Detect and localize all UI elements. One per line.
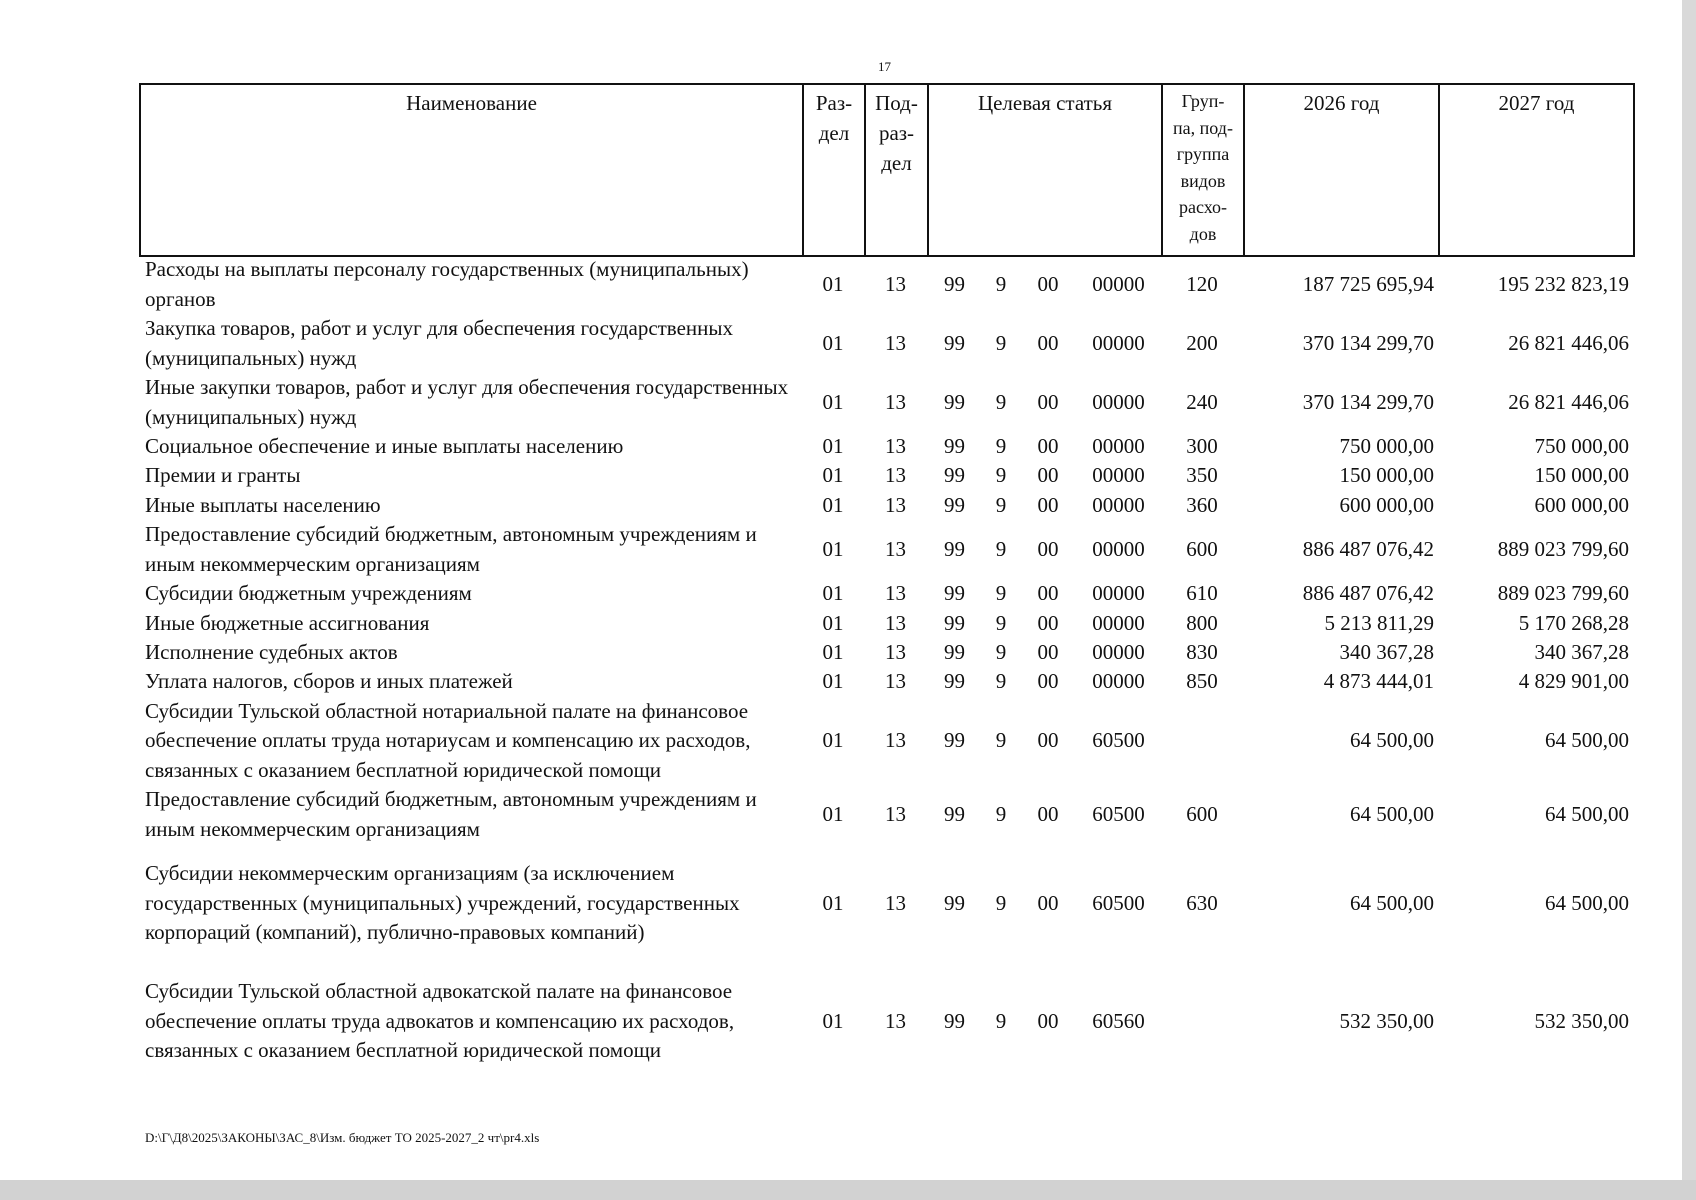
row-target-program: 99: [944, 610, 965, 635]
row-amount-2027: 64 500,00: [1545, 802, 1629, 827]
row-target-subprogram: 9: [995, 890, 1007, 915]
row-target-code: 00000: [1092, 434, 1145, 458]
row-target-subprogram: 9: [995, 669, 1007, 694]
table-row: [139, 461, 1633, 490]
row-target-code: 00000: [1092, 463, 1145, 488]
row-target-subprogram: 9: [995, 581, 1007, 606]
row-amount-2027: 26 821 446,06: [1508, 389, 1629, 414]
table-row: [139, 579, 1633, 608]
table-body: [139, 255, 1633, 1080]
table-row: [139, 785, 1633, 844]
row-target-program: 99: [944, 330, 965, 355]
table-row: [139, 667, 1633, 696]
row-amount-2027: 5 170 268,28: [1518, 610, 1629, 635]
row-amount-2027: 600 000,00: [1534, 492, 1629, 517]
row-target-direction: 00: [1037, 1008, 1059, 1033]
row-expense-group: 600: [1186, 537, 1218, 562]
row-section: 01: [822, 669, 844, 694]
row-section: 01: [822, 802, 844, 827]
row-amount-2027: 64 500,00: [1545, 890, 1629, 915]
row-target-direction: 00: [1037, 890, 1059, 915]
table-row: [139, 314, 1633, 373]
footer-file-path: D:\Г\Д8\2025\ЗАКОНЫ\ЗАС_8\Изм. бюджет ТО 2025-2027_2 чт\pr4.xls: [145, 1130, 540, 1145]
row-target-direction: 00: [1037, 271, 1059, 296]
row-expense-group: 800: [1186, 610, 1218, 635]
row-subsection: 13: [885, 389, 906, 414]
table-row: [139, 962, 1633, 1080]
row-amount-2027: 64 500,00: [1545, 728, 1629, 753]
row-expense-group: 200: [1186, 330, 1218, 355]
row-section: 01: [822, 581, 844, 606]
row-name: Предоставление субсидий бюджетным, автономным учреждениям и иным некоммерческим организациям: [145, 522, 757, 576]
row-section: 01: [822, 610, 844, 635]
row-subsection: 13: [885, 434, 906, 458]
row-amount-2026: 150 000,00: [1339, 463, 1434, 488]
row-subsection: 13: [885, 669, 906, 694]
row-section: 01: [822, 271, 844, 296]
row-target-program: 99: [944, 802, 965, 827]
row-target-code: 00000: [1092, 610, 1145, 635]
row-expense-group: 600: [1186, 802, 1218, 827]
row-expense-group: 120: [1186, 271, 1218, 296]
row-target-direction: 00: [1037, 728, 1059, 753]
row-target-program: 99: [944, 890, 965, 915]
row-subsection: 13: [885, 492, 906, 517]
row-name: Иные закупки товаров, работ и услуг для обеспечения государственных (муниципальных) нужд: [145, 375, 789, 429]
row-target-code: 00000: [1092, 492, 1145, 517]
row-section: 01: [822, 890, 844, 915]
row-subsection: 13: [885, 610, 906, 635]
row-name: Исполнение судебных актов: [145, 640, 398, 665]
row-target-code: 00000: [1092, 271, 1145, 296]
row-target-direction: 00: [1037, 537, 1059, 562]
row-expense-group: 300: [1186, 434, 1218, 458]
table-row: [139, 638, 1633, 667]
row-target-program: 99: [944, 537, 965, 562]
row-target-subprogram: 9: [995, 463, 1007, 488]
row-target-code: 60500: [1092, 890, 1145, 915]
row-target-code: 00000: [1092, 330, 1145, 355]
header-section: Раз- дел: [803, 84, 865, 256]
table-header: [139, 83, 1635, 257]
row-target-subprogram: 9: [995, 492, 1007, 517]
row-name: Субсидии Тульской областной нотариальной палате на финансовое обеспечение оплаты труда нотариусам и компенсацию их расходов, связанных с оказанием бесплатной юридической помощи: [145, 698, 751, 782]
row-section: 01: [822, 434, 844, 458]
row-target-direction: 00: [1037, 669, 1059, 694]
row-subsection: 13: [885, 463, 906, 488]
row-amount-2027: 150 000,00: [1534, 463, 1629, 488]
row-section: 01: [822, 389, 844, 414]
row-amount-2027: 340 367,28: [1534, 640, 1629, 665]
row-target-code: 00000: [1092, 537, 1145, 562]
row-expense-group: 610: [1186, 581, 1218, 606]
row-amount-2026: 187 725 695,94: [1302, 271, 1434, 296]
row-amount-2027: 195 232 823,19: [1497, 271, 1629, 296]
row-subsection: 13: [885, 890, 906, 915]
row-amount-2026: 370 134 299,70: [1302, 389, 1434, 414]
row-name: Субсидии бюджетным учреждениям: [145, 581, 472, 606]
row-amount-2027: 532 350,00: [1534, 1008, 1629, 1033]
header-name: Наименование: [140, 84, 803, 256]
row-subsection: 13: [885, 640, 906, 665]
row-expense-group: 830: [1186, 640, 1218, 665]
row-subsection: 13: [885, 271, 906, 296]
row-amount-2027: 889 023 799,60: [1497, 581, 1629, 606]
row-subsection: 13: [885, 802, 906, 827]
row-target-program: 99: [944, 728, 965, 753]
header-year-2027: 2027 год: [1439, 84, 1634, 256]
row-subsection: 13: [885, 537, 906, 562]
row-name: Расходы на выплаты персоналу государственных (муниципальных) органов: [145, 257, 749, 311]
row-target-subprogram: 9: [995, 389, 1007, 414]
row-subsection: 13: [885, 1008, 906, 1033]
row-target-program: 99: [944, 492, 965, 517]
row-name: Премии и гранты: [145, 463, 301, 488]
header-subsection: Под- раз- дел: [865, 84, 928, 256]
row-section: 01: [822, 492, 844, 517]
row-target-subprogram: 9: [995, 610, 1007, 635]
header-target-item: Целевая статья: [928, 84, 1162, 256]
row-name: Иные бюджетные ассигнования: [145, 610, 430, 635]
row-amount-2027: 750 000,00: [1534, 434, 1629, 458]
row-name: Субсидии некоммерческим организациям (за исключением государственных (муниципальных) учреждений, государственных корпораций (компаний), публично-правовых компаний): [145, 861, 740, 944]
row-target-direction: 00: [1037, 492, 1059, 517]
row-name: Субсидии Тульской областной адвокатской палате на финансовое обеспечение оплаты труда адвокатов и компенсацию их расходов, связанных с оказанием бесплатной юридической помощи: [145, 979, 735, 1062]
table-row: [139, 697, 1633, 785]
row-name: Социальное обеспечение и иные выплаты населению: [145, 434, 624, 458]
header-year-2026: 2026 год: [1244, 84, 1439, 256]
row-subsection: 13: [885, 330, 906, 355]
row-target-code: 00000: [1092, 669, 1145, 694]
row-section: 01: [822, 537, 844, 562]
row-target-program: 99: [944, 669, 965, 694]
row-target-code: 00000: [1092, 389, 1145, 414]
row-target-code: 00000: [1092, 640, 1145, 665]
row-expense-group: 850: [1186, 669, 1218, 694]
row-amount-2026: 370 134 299,70: [1302, 330, 1434, 355]
row-amount-2026: 64 500,00: [1350, 802, 1434, 827]
table-row: [139, 373, 1633, 432]
row-target-subprogram: 9: [995, 330, 1007, 355]
row-target-code: 60560: [1092, 1008, 1145, 1033]
row-target-program: 99: [944, 640, 965, 665]
row-section: 01: [822, 640, 844, 665]
row-target-code: 60500: [1092, 802, 1145, 827]
row-amount-2027: 889 023 799,60: [1497, 537, 1629, 562]
row-target-direction: 00: [1037, 389, 1059, 414]
row-target-subprogram: 9: [995, 434, 1007, 458]
row-target-subprogram: 9: [995, 802, 1007, 827]
table-row: [139, 609, 1633, 638]
scan-bottom-band: [0, 1180, 1696, 1200]
row-target-program: 99: [944, 434, 965, 458]
row-name: Иные выплаты населению: [145, 492, 381, 517]
row-expense-group: 240: [1186, 389, 1218, 414]
row-target-direction: 00: [1037, 802, 1059, 827]
row-expense-group: 350: [1186, 463, 1218, 488]
row-amount-2026: 4 873 444,01: [1323, 669, 1434, 694]
row-section: 01: [822, 463, 844, 488]
row-expense-group: [1161, 962, 1243, 1080]
row-subsection: 13: [885, 581, 906, 606]
row-amount-2026: 5 213 811,29: [1324, 610, 1434, 635]
row-target-direction: 00: [1037, 330, 1059, 355]
row-target-subprogram: 9: [995, 271, 1007, 296]
row-amount-2026: 600 000,00: [1339, 492, 1434, 517]
row-amount-2026: 750 000,00: [1339, 434, 1434, 458]
row-amount-2027: 26 821 446,06: [1508, 330, 1629, 355]
page-number: 17: [878, 59, 891, 74]
row-target-direction: 00: [1037, 640, 1059, 665]
table-row: [139, 432, 1633, 461]
row-amount-2026: 340 367,28: [1339, 640, 1434, 665]
header-row: [140, 84, 1634, 256]
row-expense-group: 360: [1186, 492, 1218, 517]
row-target-direction: 00: [1037, 610, 1059, 635]
row-target-direction: 00: [1037, 463, 1059, 488]
row-name: Уплата налогов, сборов и иных платежей: [145, 669, 513, 694]
row-target-subprogram: 9: [995, 1008, 1007, 1033]
row-target-direction: 00: [1037, 581, 1059, 606]
row-subsection: 13: [885, 728, 906, 753]
page-edge: [1682, 0, 1696, 1200]
header-expense-group: Груп- па, под- группа видов расхо- дов: [1162, 84, 1244, 256]
row-amount-2026: 886 487 076,42: [1302, 581, 1434, 606]
row-name: Предоставление субсидий бюджетным, автономным учреждениям и иным некоммерческим организациям: [145, 787, 757, 841]
row-expense-group: 630: [1186, 890, 1218, 915]
row-amount-2027: 4 829 901,00: [1518, 669, 1629, 694]
row-amount-2026: 886 487 076,42: [1302, 537, 1434, 562]
row-section: 01: [822, 330, 844, 355]
row-amount-2026: 532 350,00: [1339, 1008, 1434, 1033]
row-name: Закупка товаров, работ и услуг для обеспечения государственных (муниципальных) нужд: [145, 316, 734, 370]
row-target-direction: 00: [1037, 434, 1059, 458]
row-amount-2026: 64 500,00: [1350, 890, 1434, 915]
row-target-program: 99: [944, 1008, 965, 1033]
row-target-subprogram: 9: [995, 728, 1007, 753]
row-target-program: 99: [944, 463, 965, 488]
table-row: [139, 844, 1633, 962]
row-expense-group: [1161, 697, 1243, 785]
budget-table: [139, 255, 1633, 1080]
row-target-program: 99: [944, 271, 965, 296]
row-target-subprogram: 9: [995, 640, 1007, 665]
row-section: 01: [822, 1008, 844, 1033]
row-target-subprogram: 9: [995, 537, 1007, 562]
row-target-code: 00000: [1092, 581, 1145, 606]
row-target-program: 99: [944, 581, 965, 606]
table-row: [139, 255, 1633, 314]
row-section: 01: [822, 728, 844, 753]
table-row: [139, 491, 1633, 520]
row-amount-2026: 64 500,00: [1350, 728, 1434, 753]
row-target-program: 99: [944, 389, 965, 414]
row-target-code: 60500: [1092, 728, 1145, 753]
table-row: [139, 520, 1633, 579]
